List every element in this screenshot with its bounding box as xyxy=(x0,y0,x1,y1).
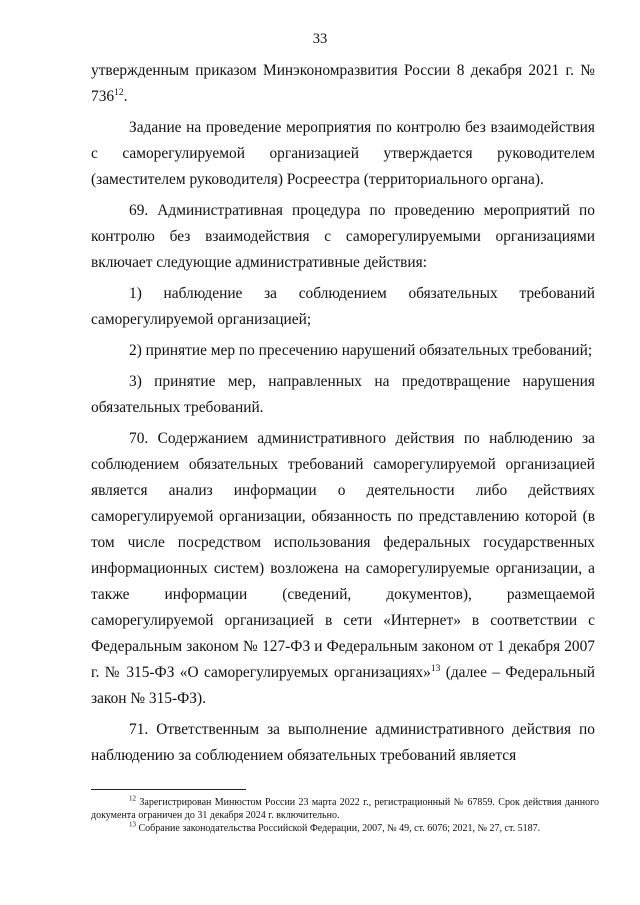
document-body xyxy=(91,58,595,769)
paragraph-task-approval: Задание на проведение мероприятия по контролю без взаимодействия с саморегулируемой организацией утверждается руководителем (заместителем руководителя) Росреестра (территориального органа). xyxy=(91,119,595,188)
footnote-ref-13[interactable]: 13 xyxy=(430,663,441,674)
paragraph-71: 71. Ответственным за выполнение административного действия по наблюдению за соблюдением обязательных требований является xyxy=(91,721,595,764)
paragraph-70: 70. Содержанием административного действия по наблюдению за соблюдением обязательных требований саморегулируемой организацией является анализ информации о деятельности либо действиях саморегулируемой организации, обязанность по представлению которой (в том числе посредством использования федеральных государственных информационных систем) возложена на саморегулируемые организации, а также информации (сведений, документов), размещаемой саморегулируемой организацией в сети «Интернет» в соответствии с Федеральным законом № 127-ФЗ и Федеральным законом от 1 декабря 2007 г. № 315-ФЗ «О саморегулируемых организациях»$^{13}$ (далее – Федеральный закон № 315-ФЗ). xyxy=(91,430,595,707)
footnote-13: $^{13}$ Собрание законодательства Российской Федерации, 2007, № 49, ст. 6076; 2021, № 27, ст. 5187. xyxy=(129,820,541,834)
page-number: 33 xyxy=(312,31,328,47)
paragraph-69: 69. Административная процедура по проведению мероприятий по контролю без взаимодействия с саморегулируемыми организациями включает следующие административные действия: xyxy=(91,202,595,271)
footnotes xyxy=(91,796,599,835)
footnote-ref-12[interactable]: 12 xyxy=(114,87,124,98)
list-item-1: 1) наблюдение за соблюдением обязательных требований саморегулируемой организацией; xyxy=(91,285,595,328)
footnote-separator xyxy=(91,789,246,790)
list-item-3: 3) принятие мер, направленных на предотвращение нарушения обязательных требований. xyxy=(91,373,595,416)
paragraph-order-reference: утвержденным приказом Минэкономразвития России 8 декабря 2021 г. № $736^{12}$. xyxy=(91,62,595,105)
list-item-2: 2) принятие мер по пресечению нарушений обязательных требований; xyxy=(129,342,593,359)
footnote-12: $^{12}$ Зарегистрирован Минюстом России 23 марта 2022 г., регистрационный № 67859. Срок действия данного документа ограничен до 31 декабря 2024 г. включительно. xyxy=(91,794,599,821)
